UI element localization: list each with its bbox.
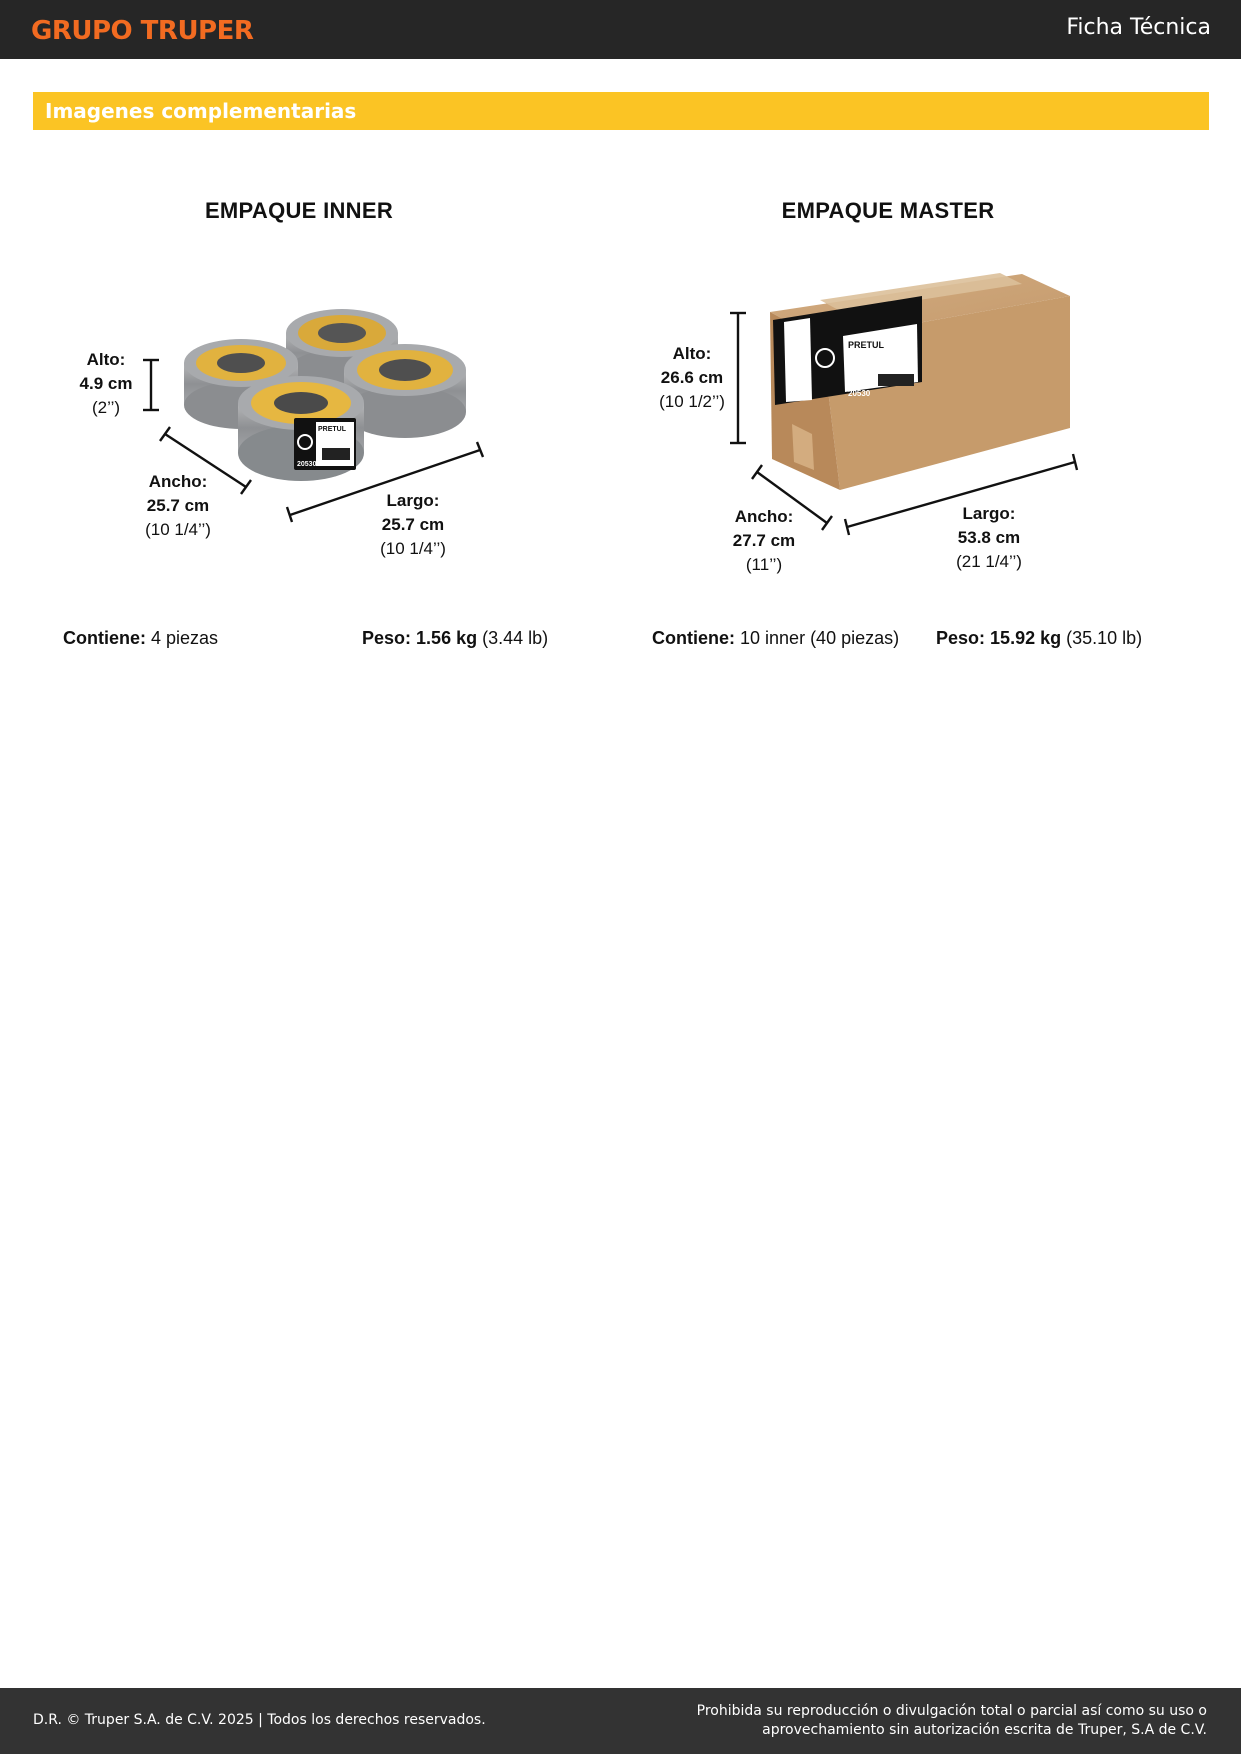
master-alto-label: Alto: 26.6 cm (10 1/2’’): [659, 344, 725, 411]
box-brand-text: PRETUL: [848, 340, 884, 350]
master-contiene: Contiene: 10 inner (40 piezas): [652, 628, 900, 648]
footer-legal: Prohibida su reproducción o divulgación total o parcial así como su uso o aprovechamiento sin autorización escrita de Truper, S.A de C.V.: [696, 1703, 1207, 1738]
inner-contiene: Contiene: 4 piezas: [63, 628, 219, 648]
tape-brand-text: PRETUL: [318, 426, 346, 433]
tape-roll-front: [238, 376, 364, 481]
box-code-text: 20530: [848, 389, 871, 398]
inner-alto-label: Alto: 4.9 cm (2’’): [79, 350, 133, 417]
document-title: Ficha Técnica: [1066, 15, 1211, 40]
footer-bar: [0, 1688, 1241, 1754]
tape-code-text: 20530: [297, 461, 317, 468]
footer-copyright: D.R. © Truper S.A. de C.V. 2025 | Todos los derechos reservados.: [33, 1712, 486, 1728]
section-title: Imagenes complementarias: [45, 99, 357, 123]
master-peso: Peso: 15.92 kg (35.10 lb): [936, 628, 1143, 648]
inner-peso: Peso: 1.56 kg (3.44 lb): [362, 628, 549, 648]
brand-logo: GRUPO TRUPER: [31, 16, 254, 46]
master-package-title: EMPAQUE MASTER: [781, 198, 995, 223]
master-ancho-label: Ancho: 27.7 cm (11’’): [732, 507, 796, 574]
master-box-image: [770, 273, 1070, 490]
inner-package-title: EMPAQUE INNER: [204, 198, 394, 223]
master-largo-label: Largo: 53.8 cm (21 1/4’’): [956, 504, 1022, 571]
inner-ancho-label: Ancho: 25.7 cm (10 1/4’’): [145, 472, 211, 539]
inner-largo-label: Largo: 25.7 cm (10 1/4’’): [380, 491, 446, 558]
